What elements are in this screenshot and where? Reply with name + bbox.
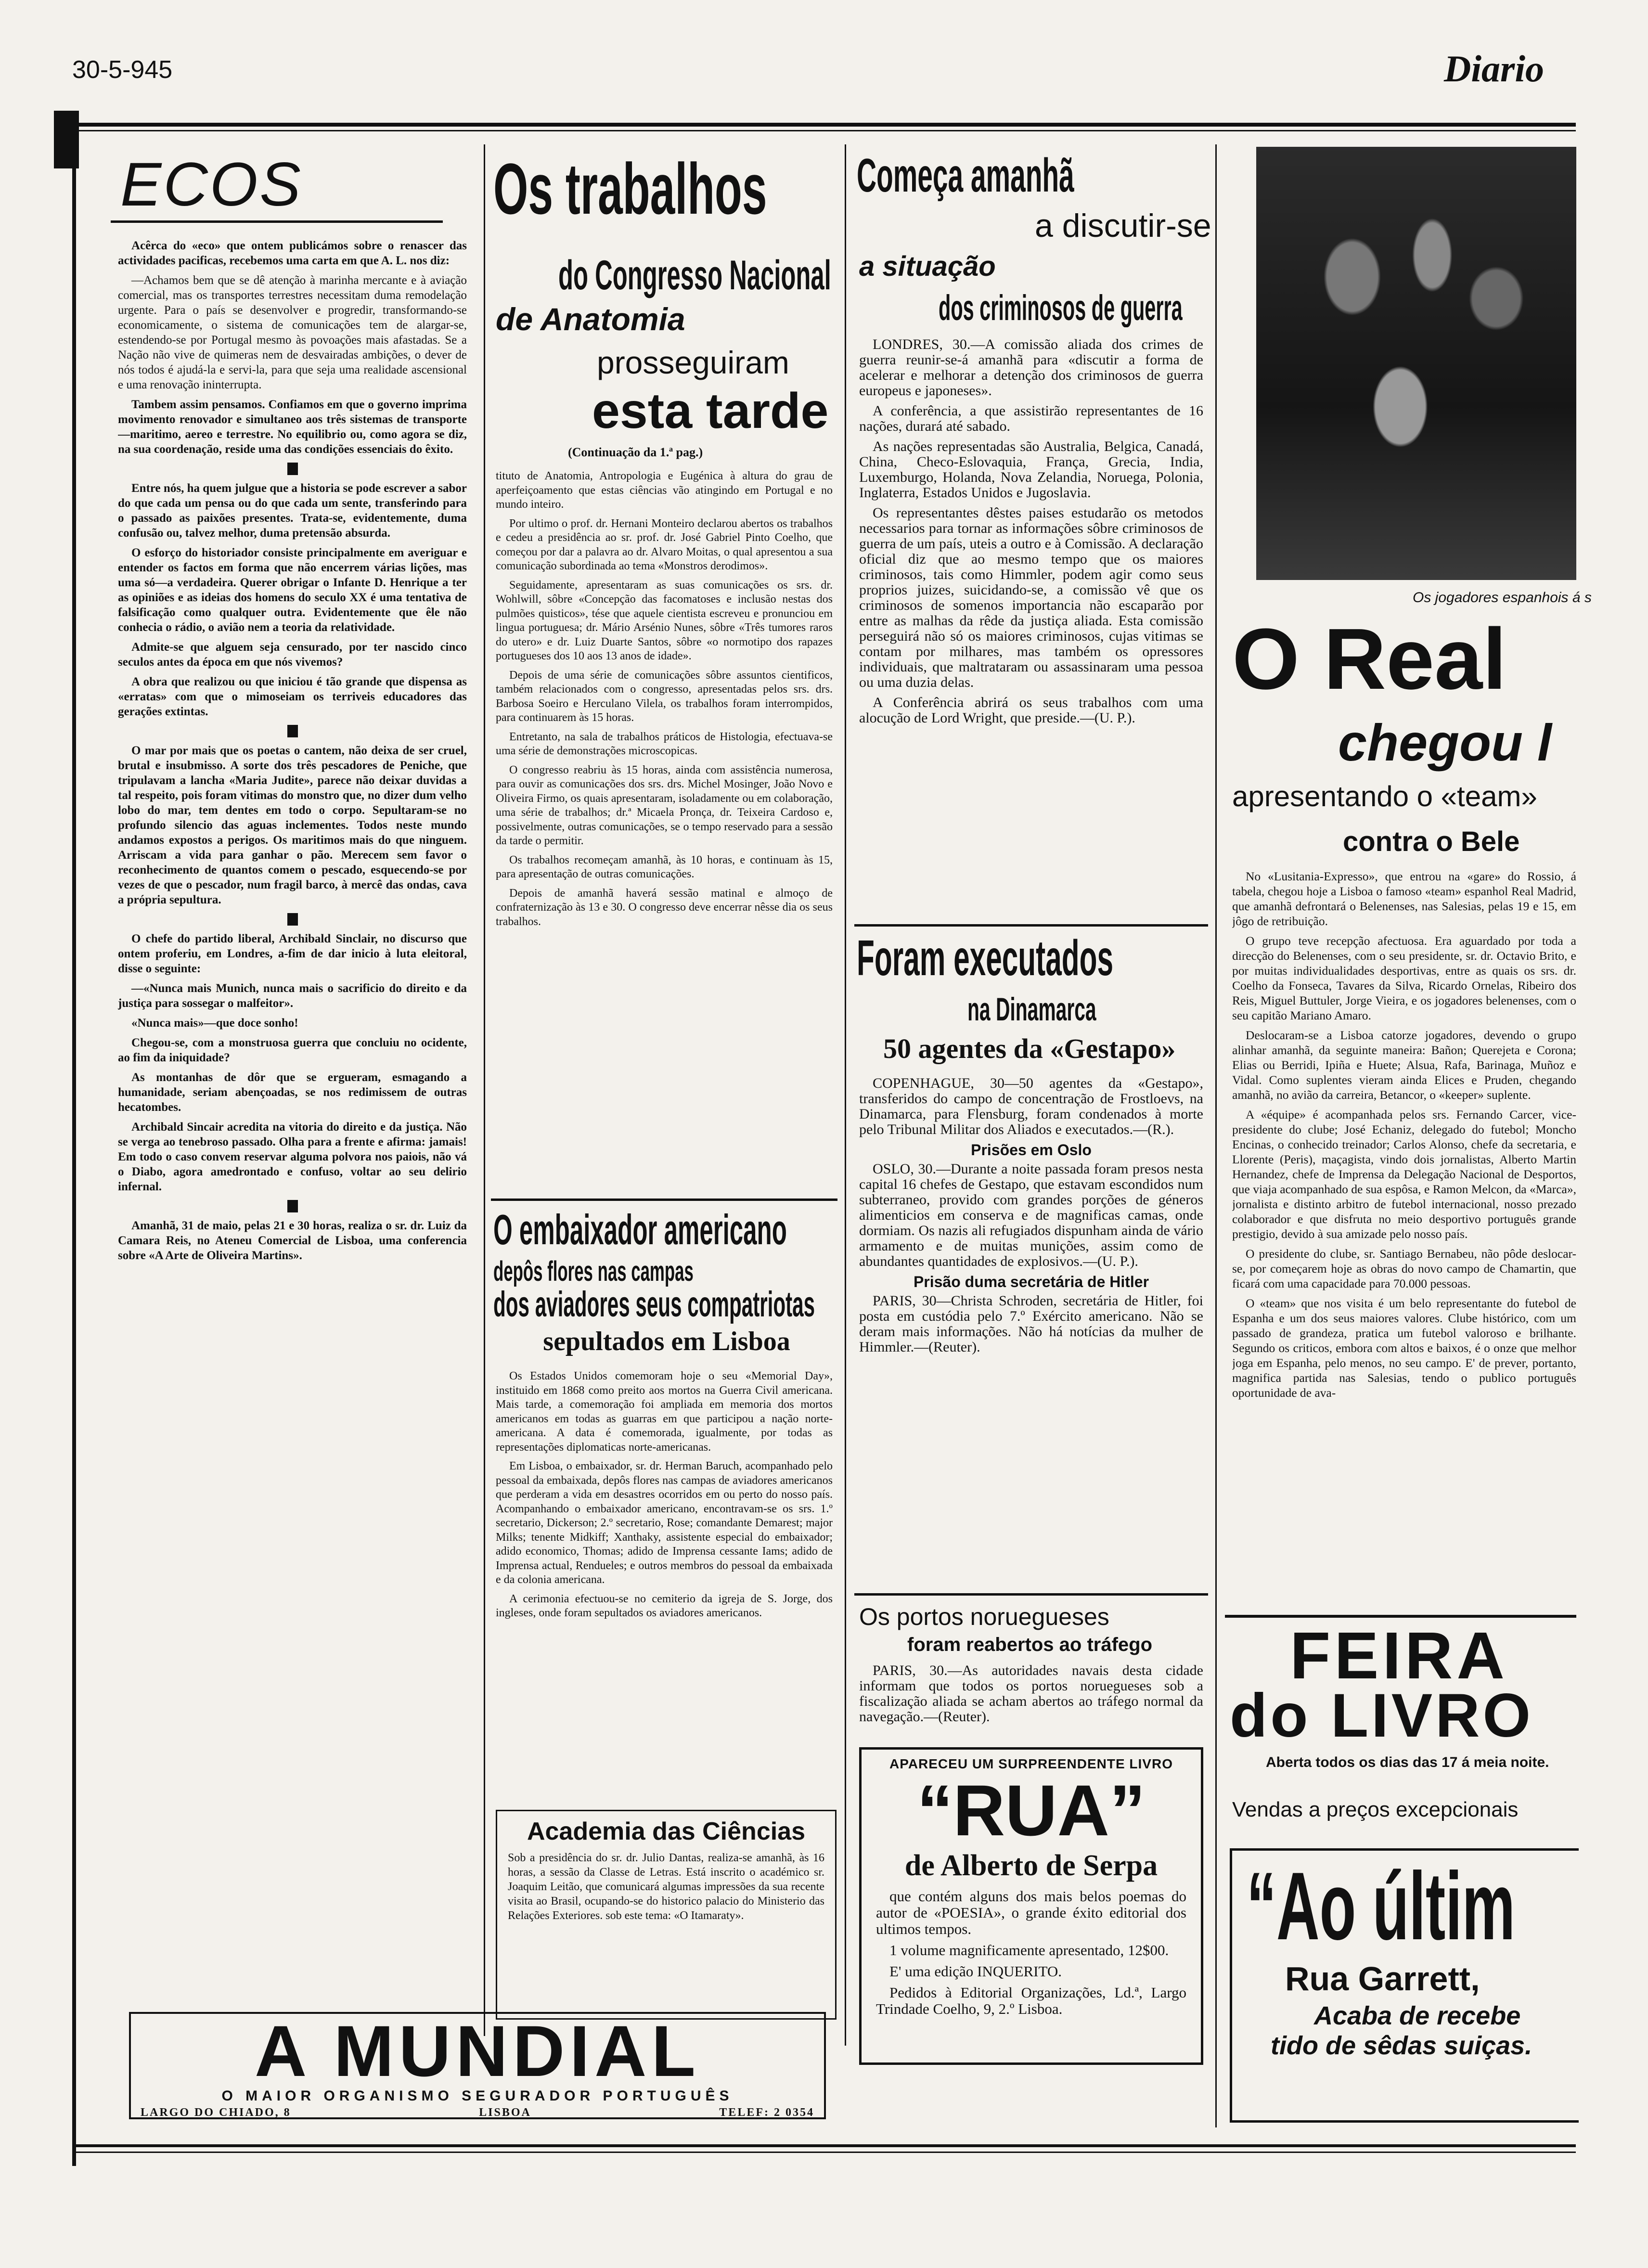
congresso-h2: do Congresso Nacional bbox=[558, 253, 831, 298]
rua-top: APARECEU UM SURPREENDENTE LIVRO bbox=[889, 1756, 1173, 1771]
embaixador-sub bbox=[493, 1256, 840, 1287]
rua-ad bbox=[859, 1747, 1203, 2065]
academia-box bbox=[496, 1810, 837, 2020]
real-paragraph: No «Lusitania-Expresso», que entrou na «gare» do Rossio, á tabela, chegou hoje a Lisboa o famoso «team» espanhol Real Madrid, que amanhã defrontará o Belenenses, nas Salesias, pelas 19 e 15, em jôgo de retribuição. bbox=[1232, 869, 1576, 928]
congresso-paragraph: Depois de amanhã haverá sessão matinal e almoço de confraternização às 13 e 30. O congresso deve encerrar nêsse dia os seus trabalhos. bbox=[496, 887, 833, 928]
ecos-column bbox=[118, 238, 467, 2010]
executados-headline bbox=[857, 931, 1203, 985]
ecos-paragraph: O chefe do partido liberal, Archibald Sinclair, no discurso que ontem proferiu, em Londres, a-fim de dar inicio à luta eleitoral, disse o seguinte: bbox=[118, 932, 467, 975]
ultimo-h3: Acaba de recebe bbox=[1314, 2001, 1521, 2030]
executados-subhead: Prisão duma secretária de Hitler bbox=[913, 1273, 1149, 1290]
ecos-paragraph: Archibald Sincair acredita na vitoria do direito e da justiça. Não se verga ao tenebroso passado. Olha para a frente e afirma: jamais! Em todo o caso convem reservar alguma polvora nos paiois, não vá o Diabo, agora amedrontado e confuso, voltar ao seu delirio infernal. bbox=[118, 1121, 467, 1193]
real-h4: contra o Bele bbox=[1343, 826, 1520, 857]
separator-bullet bbox=[287, 1200, 298, 1212]
ultimo-h4: tido de sêdas suiças. bbox=[1271, 2031, 1532, 2060]
congresso-paragraph: Seguidamente, apresentaram as suas comunicações os srs. dr. Wohlwill, sôbre «Concepção das facomatoses e inclusão nestas dos pulmões quisticos», tése que aquele cientista escreveu e pronunciou em lingua portuguesa; dr. Mário Arsénio Nunes, sôbre «Três tumores raros do utero» e dr. Luiz Duarte Santos, sôbre «o normotipo dos rapazes portugueses dos 10 aos 13 anos de idade». bbox=[496, 579, 833, 662]
ultimo-h2: Rua Garrett, bbox=[1285, 1960, 1480, 1997]
executados-paragraph: OSLO, 30.—Durante a noite passada foram presos nesta capital 16 chefes de Gestapo, que estavam escondidos num subterraneo, provido com grandes porções de géneros alimenticios em conserva e de magnificas camas, onde dormiam. Os nazis ali refugiados dispunham ainda de vário armamento e de muitas munições, assim como de abundantes quantidades de explosivos.—(U. P.). bbox=[859, 1161, 1203, 1269]
real-h1: O Real bbox=[1232, 611, 1507, 708]
ecos-paragraph: Chegou-se, com a monstruosa guerra que concluiu no ocidente, ao fim da iniquidade? bbox=[118, 1036, 467, 1064]
executados-sub bbox=[967, 992, 1160, 1027]
criminosos-headline bbox=[857, 149, 1203, 201]
mundial-slogan: O MAIOR ORGANISMO SEGURADOR PORTUGUÊS bbox=[221, 2088, 734, 2104]
congresso-h5: esta tarde bbox=[592, 383, 829, 439]
embaixador-paragraph: A cerimonia efectuou-se no cemiterio da igreja de S. Jorge, dos ingleses, onde foram sepultados os aviadores americanos. bbox=[496, 1592, 833, 1619]
feira-prices: Vendas a preços excepcionais bbox=[1232, 1798, 1519, 1821]
section-rule bbox=[854, 1593, 1208, 1596]
ecos-title: ECOS bbox=[120, 150, 303, 219]
portos-h1: Os portos noruegueses bbox=[859, 1603, 1109, 1630]
ecos-paragraph: Amanhã, 31 de maio, pelas 21 e 30 horas, realiza o sr. dr. Luiz da Camara Reis, no Ateneu Comercial de Lisboa, uma conferencia sobre «A Arte de Oliveira Martins». bbox=[118, 1219, 467, 1262]
embaixador-h1: O embaixador americano bbox=[493, 1206, 787, 1253]
embaixador-column bbox=[496, 1369, 833, 1803]
executados-h2: na Dinamarca bbox=[967, 992, 1096, 1027]
masthead: Diario bbox=[1444, 48, 1545, 90]
mundial-name: A MUNDIAL bbox=[255, 2010, 700, 2091]
mundial-address: LARGO DO CHIADO, 8 bbox=[141, 2106, 291, 2119]
ultimo-ad bbox=[1230, 1848, 1579, 2123]
section-rule bbox=[854, 924, 1208, 927]
ultimo-h1: “Ao últim bbox=[1247, 1854, 1515, 1959]
rua-text: Pedidos à Editorial Organizações, Ld.ª, Largo Trindade Coelho, 9, 2.º Lisboa. bbox=[876, 1984, 1186, 2017]
rua-text: 1 volume magnificamente apresentado, 12$00. bbox=[889, 1942, 1169, 1959]
ecos-paragraph: As montanhas de dôr que se ergueram, esmagando a humanidade, seriam abençoadas, se nos redimissem de outras hecatombes. bbox=[118, 1071, 467, 1114]
academia-text: Sob a presidência do sr. dr. Julio Dantas, realiza-se amanhã, às 16 horas, a sessão da Classe de Letras. Está inscrito o académico sr. Joaquim Leitão, que comunicará algumas impressões da sua recente visita ao Brasil, ocupando-se do historico palacio do Ministerio das Relações Exteriores. sob este tema: «O Itamaraty». bbox=[508, 1852, 824, 1922]
criminosos-h1: Começa amanhã bbox=[857, 149, 1074, 201]
embaixador-paragraph: Em Lisboa, o embaixador, sr. dr. Herman Baruch, acompanhado pelo pessoal da embaixada, depôs flores nas campas de aviadores americanos que perderam a vida em desastres ocorridos em ou perto do nosso país. Acompanhando o embaixador americano, encontravam-se os srs. 1.º secretario, Dickerson; 2.º secretario, Rose; comandante Demarest; major Milks; tenente Midkiff; Xanthaky, assistente especial do embaixador; adido economico, Thomas; adido de Imprensa cessante Iams; adido de Imprensa actual, Rendueles; e outros membros do pessoal da embaixada e da colonia americana. bbox=[496, 1460, 833, 1586]
column-rule bbox=[1215, 144, 1217, 2127]
congresso-h1: Os trabalhos bbox=[493, 149, 767, 229]
embaixador-headline bbox=[493, 1206, 840, 1254]
mundial-ad bbox=[129, 2012, 826, 2119]
column-rule bbox=[484, 144, 485, 2036]
executados-paragraph: PARIS, 30—Christa Schroden, secretária de Hitler, foi posta em custódia pelo 7.º Exército americano. Não se deram mais informações. Não há notícias da mulher de Himmler.—(Reuter). bbox=[859, 1293, 1203, 1355]
embaixador-h2: depôs flores nas campas bbox=[493, 1256, 694, 1287]
congresso-headline-1 bbox=[493, 149, 830, 231]
page-date: 30-5-945 bbox=[72, 56, 173, 84]
embaixador-h3: dos aviadores seus compatriotas bbox=[493, 1285, 815, 1324]
section-rule bbox=[491, 1198, 837, 1201]
top-rule bbox=[72, 123, 1576, 127]
criminosos-h4: dos criminosos de guerra bbox=[939, 289, 1183, 327]
criminosos-h2: a discutir-se bbox=[1035, 207, 1211, 244]
congresso-paragraph: O congresso reabriu às 15 horas, ainda com assistência numerosa, para ouvir as comunicações dos srs. drs. Michel Mosinger, João Novo e Oliveira Firmo, os quais apresentaram, isoladamente ou em colaboração, uma série de trabalhos; dr.ª Micaela Pronça, dr. Teixeira Cardoso e, possivelmente, outras comunicações, se o tempo reservado para a sessão da tarde o permitir. bbox=[496, 763, 833, 847]
bottom-rule-thin bbox=[72, 2152, 1576, 2153]
ecos-paragraph: Admite-se que alguem seja censurado, por ter nascido cinco seculos antes da época em que nós vivemos? bbox=[118, 641, 467, 669]
congresso-continuation: (Continuação da 1.ª pag.) bbox=[568, 445, 703, 459]
real-paragraph: O grupo teve recepção afectuosa. Era aguardado por toda a direcção do Belenenses, com o seu presidente, sr. dr. Octavio Brito, e por muitas individualidades desportivas, entre as quais os srs. dr. Coelho da Fonseca, Tavares da Silva, Ricardo Ornelas, Ribeiro dos Reis, Miguel Buttuler, Jorge Vieira, e os jogadores belenenses, com o seu capitão Mariano Amaro. bbox=[1232, 934, 1576, 1022]
rua-text: E' uma edição INQUERITO. bbox=[889, 1963, 1062, 1980]
left-border bbox=[72, 125, 76, 2166]
feira-h1: FEIRA bbox=[1290, 1619, 1508, 1693]
congresso-paragraph: Entretanto, na sala de trabalhos práticos de Histologia, efectuava-se uma série de demonstrações microscopicas. bbox=[496, 730, 833, 757]
executados-h1: Foram executados bbox=[857, 931, 1114, 985]
academia-title: Academia das Ciências bbox=[527, 1817, 806, 1845]
portos-h2: foram reabertos ao tráfego bbox=[907, 1634, 1153, 1655]
criminosos-paragraph: A conferência, a que assistirão representantes de 16 nações, durará até sabado. bbox=[859, 403, 1203, 434]
separator-bullet bbox=[287, 725, 298, 737]
ecos-paragraph: O esforço do historiador consiste principalmente em averiguar e entender os factos em forma que não encerrem várias lições, mas uma só—a verdadeira. Querer obrigar o Infante D. Henrique a ter as opiniões e as ideias dos homens do seculo XX é uma tentativa de falsificação como qualquer outra. Evidentemente que êle não conhecia o rádio, o avião nem a teoria da relatividade. bbox=[118, 546, 467, 634]
separator-bullet bbox=[287, 913, 298, 926]
executados-paragraph: COPENHAGUE, 30—50 agentes da «Gestapo», transferidos do campo de concentração de Frostloevs, na Dinamarca, para Flensburg, foram condenados à morte pelo Tribunal Militar dos Aliados e executados.—(R.). bbox=[859, 1076, 1203, 1137]
ecos-paragraph: «Nunca mais»—que doce sonho! bbox=[131, 1017, 298, 1030]
portos-paragraph: PARIS, 30.—As autoridades navais desta cidade informam que todos os portos noruegueses sob a fiscalização aliada se acham abertos ao tráfego normal da navegação.—(Reuter). bbox=[859, 1663, 1203, 1725]
ecos-paragraph: Entre nós, ha quem julgue que a historia se pode escrever a sabor do que cada um pensa ou do que cada um sente, transferindo para o passado as paixões presentes. Trata-se, evidentemente, duma confusão ou, talvez melhor, duma pretensão absurda. bbox=[118, 482, 467, 540]
criminosos-paragraph: As nações representadas são Australia, Belgica, Canadá, China, Checo-Eslovaquia, França, Grecia, India, Luxemburgo, Holanda, Nova Zelandia, Noruega, Polonia, Inglaterra, Estados Unidos e Jugoslavia. bbox=[859, 438, 1203, 501]
ecos-paragraph: —«Nunca mais Munich, nunca mais o sacrificio do direito e da justiça para sossegar o malfeitor». bbox=[118, 982, 467, 1010]
criminosos-h3: a situação bbox=[859, 251, 996, 282]
column-rule bbox=[845, 144, 846, 2046]
real-paragraph: A «équipe» é acompanhada pelos srs. Fernando Carcer, vice-presidente do clube; José Echaniz, delegado do futebol; Moncho Encinas, o conhecido treinador; Carlos Alonso, chefe da secretaria, e Llorente (Peris), maçagista, vindo dois jornalistas, Alberto Martin Hernandez, chefe de Imprensa da Delegação Nacional de Desportos, que viaja acompanhado de sua espôsa, e Ramon Melcon, da «Marca», jornalista e distinto arbitro de futebol internacional, nosso prezado colaborador e que disfruta no meio desportivo português grande prestigio, devido à sua amizade pelo nosso país. bbox=[1232, 1108, 1576, 1241]
criminosos-column bbox=[859, 337, 1203, 910]
mundial-city: LISBOA bbox=[479, 2106, 531, 2119]
real-paragraph: O presidente do clube, sr. Santiago Bernabeu, não pôde deslocar-se, por começarem hoje as obras do novo campo de Chamartin, que ficará com uma capacidade para 70.000 pessoas. bbox=[1232, 1247, 1576, 1290]
executados-column bbox=[859, 1076, 1203, 1591]
ecos-paragraph: Acêrca do «eco» que ontem publicámos sobre o renascer das actividades pacificas, recebemos uma carta em que A. L. nos diz: bbox=[118, 239, 467, 267]
bottom-rule bbox=[72, 2144, 1576, 2147]
congresso-headline-2 bbox=[558, 253, 837, 298]
football-players-photo bbox=[1256, 147, 1576, 580]
embaixador-paragraph: Os Estados Unidos comemoram hoje o seu «Memorial Day», instituido em 1868 como preito aos mortos na Guerra Civil americana. Mais tarde, a comemoração foi ampliada em memoria dos mortos americanos em todas as guarras em que participou a nação norte-americana. A data é comemorada, igualmente, por todas as representações diplomaticas norte-americanas. bbox=[496, 1370, 833, 1454]
embaixador-sub2 bbox=[493, 1285, 840, 1324]
photo-caption: Os jogadores espanhois á s bbox=[1413, 590, 1592, 606]
criminosos-paragraph: LONDRES, 30.—A comissão aliada dos crimes de guerra reunir-se-á amanhã para «discutir a forma de acelerar e melhorar a detenção dos criminosos de guerra europeus e japoneses». bbox=[859, 337, 1203, 399]
congresso-paragraph: Por ultimo o prof. dr. Hernani Monteiro declarou abertos os trabalhos e cedeu a presidência ao sr. prof. dr. José Gabriel Pinto Coelho, que começou por dar a palavra ao dr. Alvaro Moitas, o qual apresentou a sua comunicação subordinada ao tema «Monstros derodimos». bbox=[496, 517, 833, 572]
rua-title: “RUA” bbox=[917, 1770, 1146, 1851]
separator-bullet bbox=[287, 463, 298, 475]
real-column bbox=[1232, 869, 1576, 1615]
ecos-paragraph: A obra que realizou ou que iniciou é tão grande que dispensa as «erratas» com que o mimoseiam os terriveis educadores das gerações extintas. bbox=[118, 675, 467, 718]
congresso-column bbox=[496, 469, 833, 1191]
ecos-paragraph: Tambem assim pensamos. Confiamos em que o governo imprima movimento renovador e simultaneo aos três sistemas de transporte—maritimo, aereo e terrestre. No equilibrio ou, como agora se diz, na sua coordenação, reside uma das condições essenciais do êxito. bbox=[118, 398, 467, 456]
ecos-paragraph: —Achamos bem que se dê atenção à marinha mercante e à aviação comercial, mas os transportes terrestres necessitam duma remodelação urgente. Para o país se desenvolver e progredir, transformando-se economicamente, o sistema de comunicações tem de alargar-se, estendendo-se por Portugal mesmo às povoações mais afastadas. Se a Nação não vive de quimeras nem de desvairadas ambições, o dever de nós todos é ajudá-la e servi-la, para que seja uma realidade ascensional e uma renovação ininterrupta. bbox=[118, 274, 467, 391]
top-rule-thin bbox=[72, 130, 1576, 131]
feira-h2: do LIVRO bbox=[1230, 1681, 1534, 1750]
real-h2: chegou l bbox=[1338, 713, 1552, 772]
real-paragraph: Deslocaram-se a Lisboa catorze jogadores, devendo o grupo alinhar amanhã, da seguinte maneira: Bañon; Querejeta e Corona; Elias ou Berridi, Ipiña e Huete; Alsua, Rafa, Barinaga, Muñoz e Vidal. Como suplentes vieram ainda Elices e Pruden, chegando amanhã, no avião da carreira, Betancor, o «keeper» suplente. bbox=[1232, 1028, 1576, 1102]
criminosos-sub bbox=[939, 289, 1208, 327]
criminosos-paragraph: A Conferência abrirá os seus trabalhos com uma alocução de Lord Wright, que preside.—(U. P.). bbox=[859, 695, 1203, 726]
executados-h3: 50 agentes da «Gestapo» bbox=[883, 1033, 1176, 1064]
feira-hours: Aberta todos os dias das 17 á meia noite. bbox=[1266, 1754, 1549, 1770]
congresso-h4: prosseguiram bbox=[597, 345, 789, 380]
congresso-paragraph: tituto de Anatomia, Antropologia e Eugénica à altura do grau de aperfeiçoamento que estas ciências vão atingindo em Portugal e no mundo inteiro. bbox=[496, 470, 833, 511]
congresso-paragraph: Os trabalhos recomeçam amanhã, às 10 horas, e continuam às 15, para apresentação de outras comunicações. bbox=[496, 853, 833, 880]
rua-author: de Alberto de Serpa bbox=[904, 1849, 1158, 1882]
ecos-title-rule bbox=[111, 220, 443, 223]
mundial-phone: TELEF: 2 0354 bbox=[719, 2106, 814, 2119]
portos-column bbox=[859, 1663, 1203, 1740]
congresso-paragraph: Depois de uma série de comunicações sôbre assuntos cientificos, também relacionados com o congresso, apresentadas pelos srs. drs. Barbosa Soeiro e Herculano Vilela, os trabalhos foram interrompidos, para continuarem às 15 horas. bbox=[496, 669, 833, 724]
criminosos-paragraph: Os representantes dêstes paises estudarão os metodos necessarios para tornar as informações sôbre criminosos de guerra de um país, uteis a outro e à Comissão. A declaração oficial diz que ao mesmo tempo que os maiores criminosos, tais como Himmler, podem agir como seus proprios juizes, suicidando-se, a comissão vê que os criminosos de somenos importancia não escaparão por entre as malhas da rêde da justiça aliada. Esta comissão perseguirá não só os maiores criminosos, cujas vitimas se contam por milhares, mas também os opressores individuais, que maltrataram ou assassinaram uma pessoa ou uma duzia delas. bbox=[859, 505, 1203, 690]
embaixador-h4: sepultados em Lisboa bbox=[543, 1327, 790, 1356]
section-rule bbox=[1225, 1615, 1576, 1618]
real-paragraph: O «team» que nos visita é um belo representante do futebol de Espanha e um dos seus maiores valores. Clube histórico, com um passado de grandeza, pratica um futebol valoroso e brilhante. Segundo os criticos, embora com altos e baixos, é o onze que melhor joga em Espanha, pelo menos, no seu campo. E' de prever, portanto, magnifica partida nas Salesias, tendo o publico português oportunidade de ava- bbox=[1232, 1296, 1576, 1400]
real-h3: apresentando o «team» bbox=[1232, 780, 1537, 812]
executados-subhead: Prisões em Oslo bbox=[971, 1141, 1092, 1159]
ecos-paragraph: O mar por mais que os poetas o cantem, não deixa de ser cruel, brutal e insubmisso. A sorte dos três pescadores de Peniche, que tripulavam a lancha «Maria Judite», parece não deixar duvidas a tal respeito, pois foram vitimas do monstro que, no dizer dum velho lobo do mar, tem dentes em todo o corpo. Sepultaram-se no profundo silencio das aguas inclementes. Todos neste mundo andamos expostos a perigos. Os maritimos mais do que ninguem. Arriscam a vida para ganhar o pão. Merecem sem favor o reconhecimento de quantos comem o pescado, esquecendo-se por vezes de que o pescador, num fragil barco, à mercê das ondas, cava a própria sepultura. bbox=[118, 744, 467, 906]
rua-text: que contém alguns dos mais belos poemas do autor de «POESIA», o grande éxito editorial dos ultimos tempos. bbox=[876, 1888, 1186, 1937]
congresso-h3: de Anatomia bbox=[496, 301, 685, 337]
